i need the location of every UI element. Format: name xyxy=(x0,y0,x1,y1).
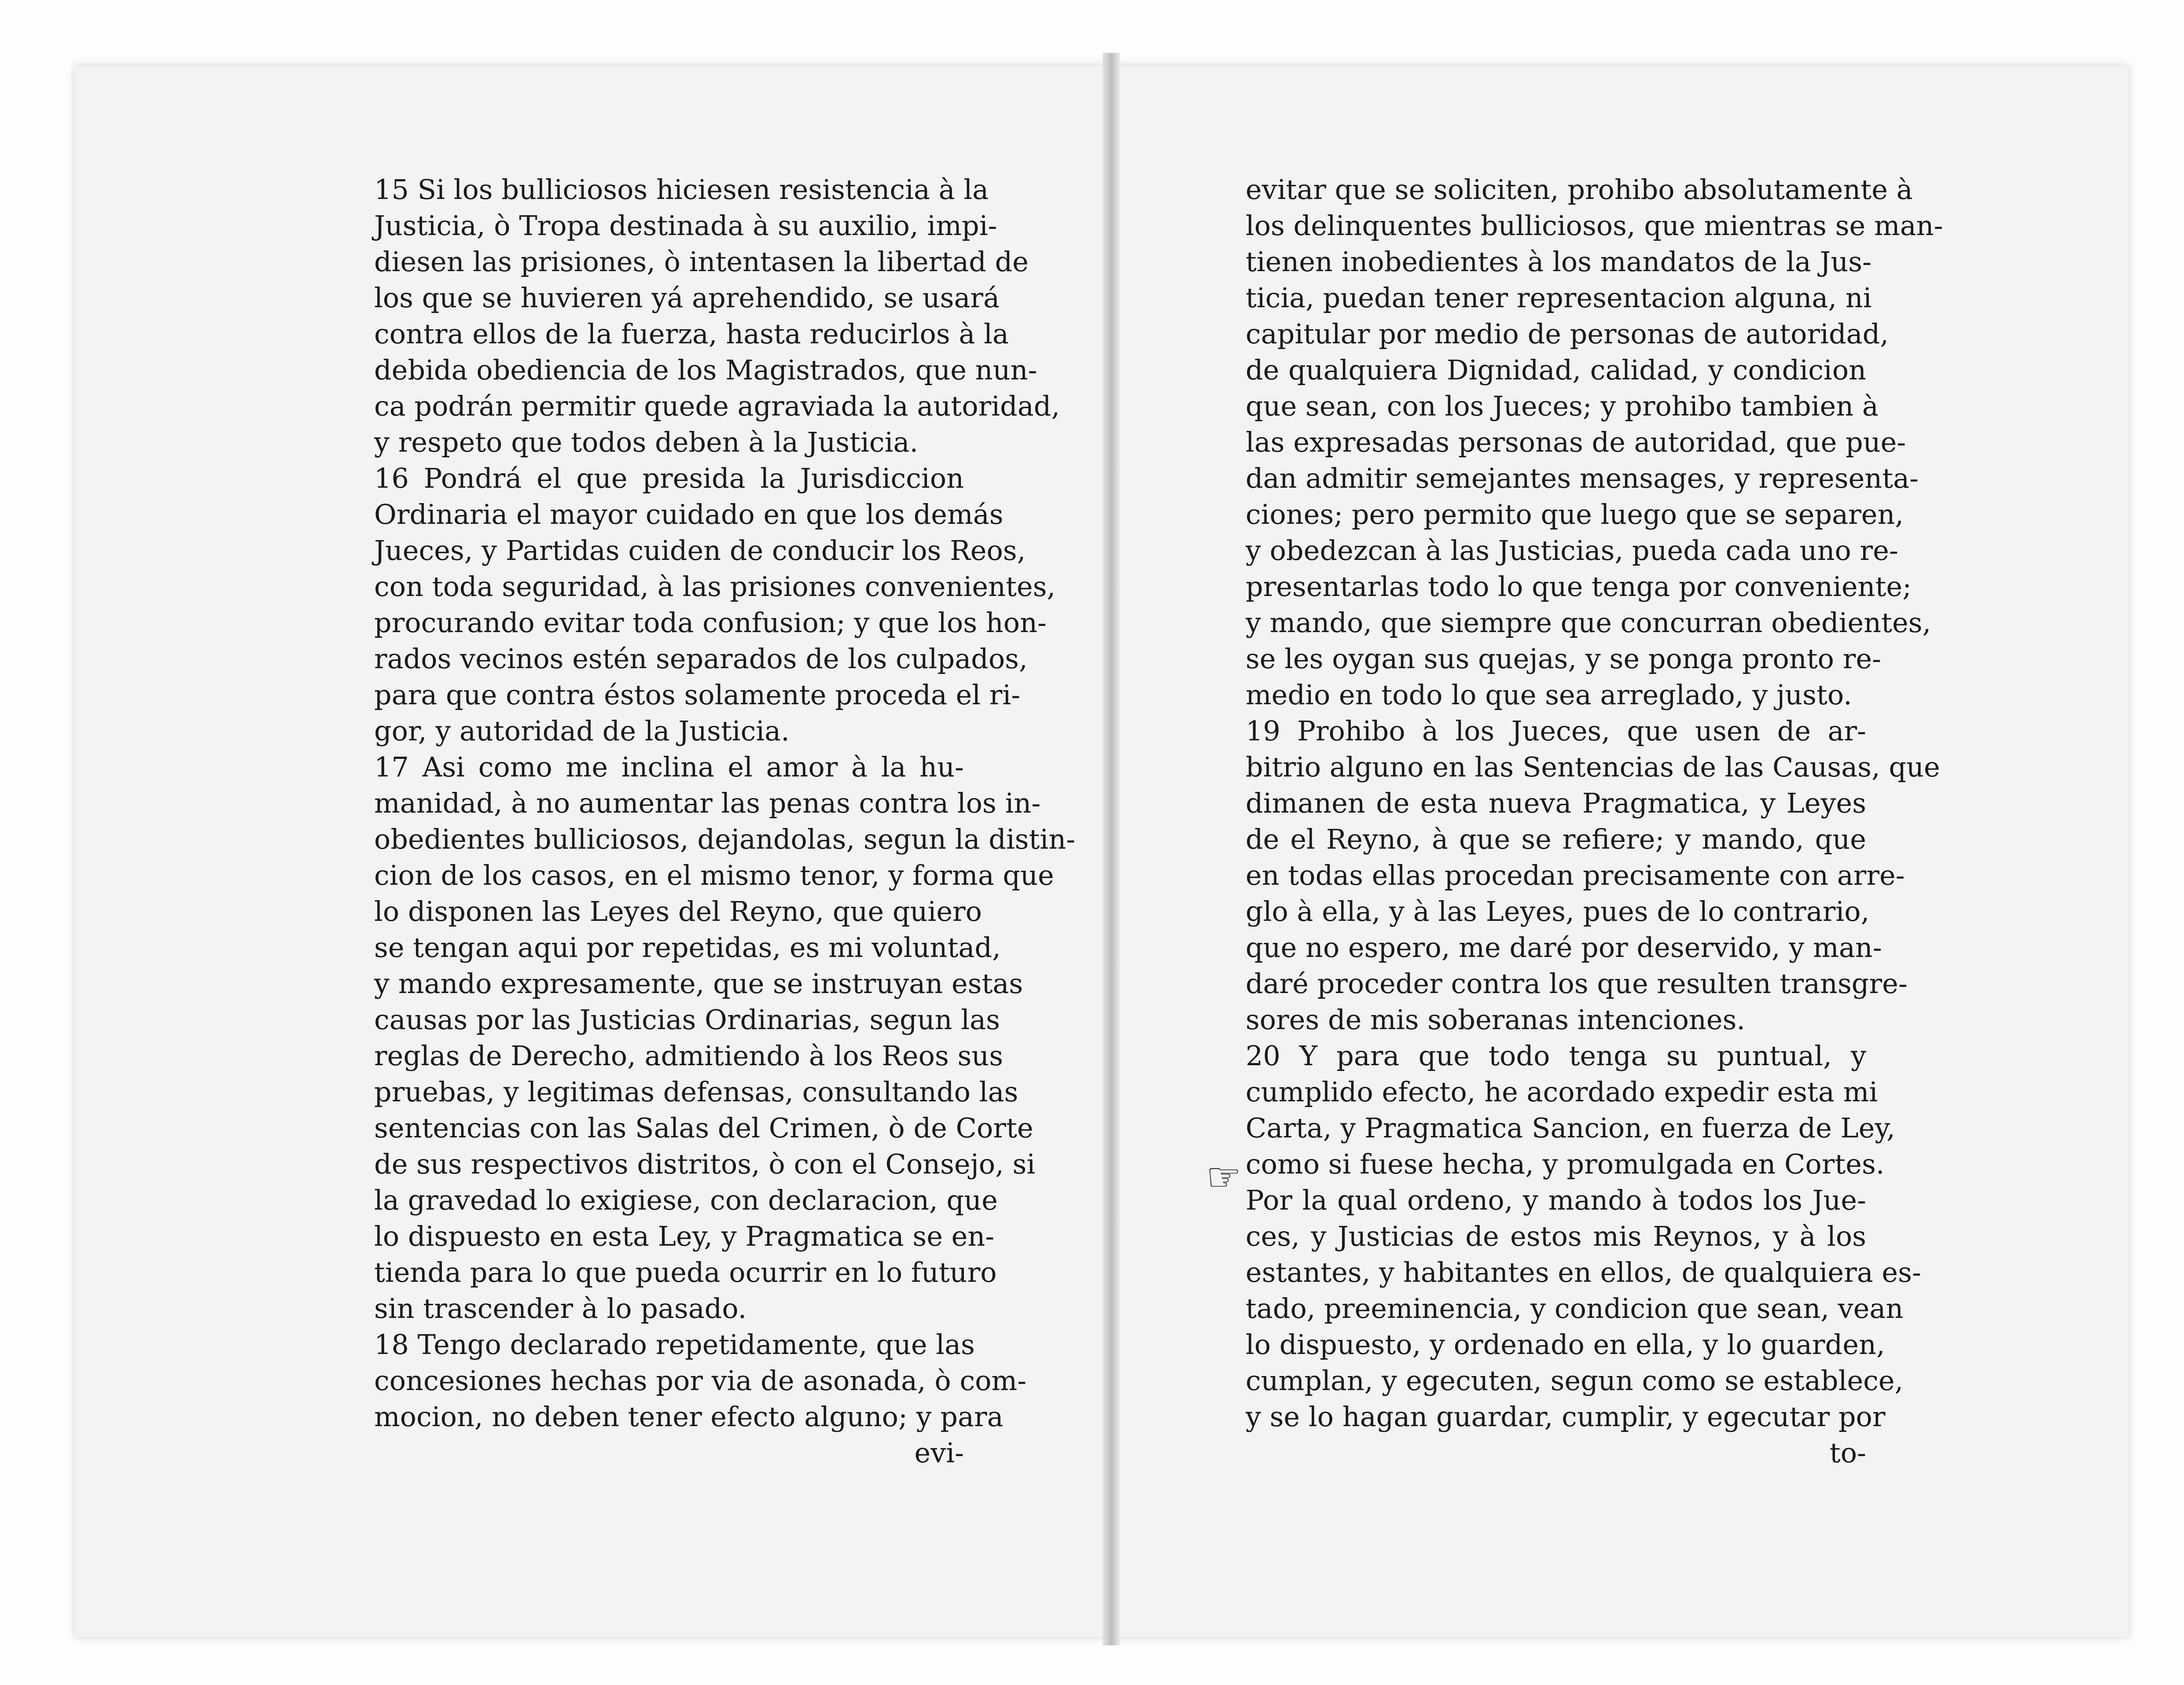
text-line: dimanen de esta nueva Pragmatica, y Leyes xyxy=(1246,787,1866,819)
text-line: cumplan, y egecuten, segun como se establece, xyxy=(1246,1365,1904,1397)
text-line: y se lo hagan guardar, cumplir, y egecutar por xyxy=(1246,1401,1886,1433)
text-line: debida obediencia de los Magistrados, que nun- xyxy=(374,354,1037,386)
text-line: manidad, à no aumentar las penas contra los in- xyxy=(374,787,1041,819)
text-line: 19 Prohibo à los Jueces, que usen de ar- xyxy=(1246,715,1866,747)
text-line: se les oygan sus quejas, y se ponga pronto re- xyxy=(1246,643,1881,675)
book-spine xyxy=(1103,53,1120,1645)
text-line: pruebas, y legitimas defensas, consultando las xyxy=(374,1076,1018,1108)
text-line: Justicia, ò Tropa destinada à su auxilio, impi- xyxy=(374,210,997,242)
text-line: de el Reyno, à que se refiere; y mando, que xyxy=(1246,823,1866,855)
text-line: bitrio alguno en las Sentencias de las Causas, que xyxy=(1246,751,1940,783)
text-line: concesiones hechas por via de asonada, ò com- xyxy=(374,1365,1027,1397)
text-line: 15 Si los bulliciosos hiciesen resistencia à la xyxy=(374,173,989,206)
text-line: 20 Y para que todo tenga su puntual, y xyxy=(1246,1040,1866,1072)
text-line: evi- xyxy=(914,1437,964,1469)
text-line: sentencias con las Salas del Crimen, ò de Corte xyxy=(374,1112,1033,1144)
text-line: 18 Tengo declarado repetidamente, que las xyxy=(374,1328,975,1361)
text-line: 17 Asi como me inclina el amor à la hu- xyxy=(374,751,964,783)
text-line: y respeto que todos deben à la Justicia. xyxy=(374,426,919,458)
text-line: se tengan aqui por repetidas, es mi voluntad, xyxy=(374,931,1001,964)
text-line: glo à ella, y à las Leyes, pues de lo contrario, xyxy=(1246,895,1870,927)
text-line: y obedezcan à las Justicias, pueda cada uno re- xyxy=(1246,534,1898,567)
text-line: tienen inobedientes à los mandatos de la Jus- xyxy=(1246,246,1872,278)
text-line: la gravedad lo exigiese, con declaracion, que xyxy=(374,1184,998,1216)
text-line: reglas de Derecho, admitiendo à los Reos sus xyxy=(374,1040,1004,1072)
text-line: estantes, y habitantes en ellos, de qualquiera es- xyxy=(1246,1256,1921,1288)
text-line: sin trascender à lo pasado. xyxy=(374,1292,747,1324)
text-line: sores de mis soberanas intenciones. xyxy=(1246,1004,1746,1036)
text-line: tienda para lo que pueda ocurrir en lo futuro xyxy=(374,1256,997,1288)
text-line: rados vecinos estén separados de los culpados, xyxy=(374,643,1028,675)
text-line: y mando, que siempre que concurran obedientes, xyxy=(1246,607,1931,639)
text-line: dan admitir semejantes mensages, y representa- xyxy=(1246,462,1919,494)
text-line: los que se huvieren yá aprehendido, se usará xyxy=(374,282,1000,314)
text-line: lo disponen las Leyes del Reyno, que quiero xyxy=(374,895,982,927)
text-line: cumplido efecto, he acordado expedir esta mi xyxy=(1246,1076,1878,1108)
text-line: capitular por medio de personas de autoridad, xyxy=(1246,318,1889,350)
text-line: de sus respectivos distritos, ò con el Consejo, si xyxy=(374,1148,1036,1180)
text-line: mocion, no deben tener efecto alguno; y para xyxy=(374,1401,1004,1433)
text-line: obedientes bulliciosos, dejandolas, segun la distin- xyxy=(374,823,1076,855)
text-line: ciones; pero permito que luego que se separen, xyxy=(1246,498,1904,530)
text-line: los delinquentes bulliciosos, que mientras se man- xyxy=(1246,210,1943,242)
text-line: lo dispuesto en esta Ley, y Pragmatica se en- xyxy=(374,1220,995,1252)
text-line: que no espero, me daré por deservido, y man- xyxy=(1246,931,1882,964)
text-line: ticia, puedan tener representacion alguna, ni xyxy=(1246,282,1872,314)
text-line: Por la qual ordeno, y mando à todos los Jue- xyxy=(1246,1184,1866,1216)
text-line: diesen las prisiones, ò intentasen la libertad de xyxy=(374,246,1029,278)
text-line: cion de los casos, en el mismo tenor, y forma que xyxy=(374,859,1054,891)
text-line: contra ellos de la fuerza, hasta reducirlos à la xyxy=(374,318,1009,350)
text-line: de qualquiera Dignidad, calidad, y condicion xyxy=(1246,354,1866,386)
text-line: 16 Pondrá el que presida la Jurisdiccion xyxy=(374,462,964,494)
text-line: y mando expresamente, que se instruyan estas xyxy=(374,968,1023,1000)
text-line: Carta, y Pragmatica Sancion, en fuerza de Ley, xyxy=(1246,1112,1895,1144)
text-line: ces, y Justicias de estos mis Reynos, y à los xyxy=(1246,1220,1866,1252)
text-line: lo dispuesto, y ordenado en ella, y lo guarden, xyxy=(1246,1328,1885,1361)
text-line: Ordinaria el mayor cuidado en que los demás xyxy=(374,498,1004,530)
left-page-text xyxy=(374,172,1076,1471)
text-line: presentarlas todo lo que tenga por conveniente; xyxy=(1246,570,1912,603)
text-line: que sean, con los Jueces; y prohibo tambien à xyxy=(1246,390,1879,422)
text-line: con toda seguridad, à las prisiones convenientes, xyxy=(374,570,1056,603)
text-line: daré proceder contra los que resulten transgre- xyxy=(1246,968,1908,1000)
text-line: medio en todo lo que sea arreglado, y justo. xyxy=(1246,679,1852,711)
manicule-pointing-hand-icon: ☞ xyxy=(1206,1154,1242,1200)
text-line: las expresadas personas de autoridad, que pue- xyxy=(1246,426,1906,458)
text-line: causas por las Justicias Ordinarias, segun las xyxy=(374,1004,1000,1036)
text-line: gor, y autoridad de la Justicia. xyxy=(374,715,790,747)
text-line: ca podrán permitir quede agraviada la autoridad, xyxy=(374,390,1060,422)
text-line: procurando evitar toda confusion; y que los hon- xyxy=(374,607,1047,639)
right-page-text xyxy=(1246,172,1943,1471)
text-line: Jueces, y Partidas cuiden de conducir los Reos, xyxy=(374,534,1026,567)
text-line: en todas ellas procedan precisamente con arre- xyxy=(1246,859,1905,891)
text-line: para que contra éstos solamente proceda el ri- xyxy=(374,679,1021,711)
text-line: como si fuese hecha, y promulgada en Cortes. xyxy=(1246,1148,1885,1180)
text-line: evitar que se soliciten, prohibo absolutamente à xyxy=(1246,173,1913,206)
text-line: to- xyxy=(1829,1437,1866,1469)
text-line: tado, preeminencia, y condicion que sean, vean xyxy=(1246,1292,1904,1324)
